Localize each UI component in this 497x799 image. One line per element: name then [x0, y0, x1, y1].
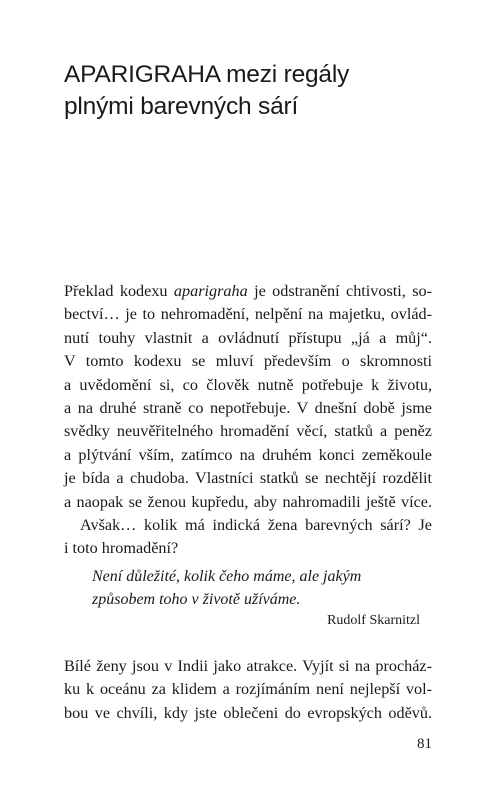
- chapter-title-line-1: APARIGRAHA mezi regály: [64, 61, 350, 88]
- paragraph-intro: [64, 280, 432, 561]
- paragraph-line: nutí touhy vlastnit a ovládnutí přístupu „já a můj“.: [64, 328, 432, 347]
- paragraph-line: V tomto kodexu se mluví především o skromnosti: [64, 352, 432, 371]
- paragraph-line: je bída a chudoba. Vlastníci statků se nechtějí rozdělit: [64, 469, 432, 488]
- chapter-title-line-2: plnými barevných sárí: [64, 93, 299, 120]
- paragraph-line: Avšak… kolik má indická žena barevných sárí? Je: [80, 516, 432, 535]
- paragraph-india: [64, 655, 432, 725]
- text-run: je odstranění chtivosti, so-: [247, 282, 432, 300]
- paragraph-line: Bílé ženy jsou v Indii jako atrakce. Vyjít si na procház-: [64, 657, 432, 675]
- quote-line: způsobem toho v životě užíváme.: [92, 591, 301, 609]
- paragraph-line: [64, 280, 432, 303]
- paragraph-line: ku k oceánu za klidem a rozjímáním není nejlepší vol-: [64, 680, 432, 699]
- paragraph-line: i toto hromadění?: [64, 539, 179, 558]
- emphasized-term: aparigraha: [173, 282, 248, 300]
- paragraph-line: a na druhé straně co nepotřebuje. V dnešní době jsme: [64, 399, 432, 418]
- quote-line: Není důležité, kolik čeho máme, ale jakým: [92, 568, 362, 585]
- paragraph-line: svědky neuvěřitelného hromadění věcí, statků a peněz: [64, 422, 432, 441]
- epigraph-quote: [92, 565, 422, 612]
- paragraph-line: bectví… je to nehromadění, nelpění na majetku, ovlád-: [64, 305, 432, 324]
- paragraph-line: a uvědomění si, co člověk nutně potřebuje k životu,: [64, 375, 432, 394]
- page-number: 81: [417, 736, 432, 752]
- paragraph-line: a plýtvání vším, zatímco na druhém konci zeměkoule: [64, 445, 432, 464]
- text-run: Překlad kodexu: [64, 282, 174, 300]
- paragraph-line: bou ve chvíli, kdy jste oblečeni do evropských oděvů.: [64, 703, 432, 722]
- chapter-title: [64, 59, 444, 123]
- quote-author: Rudolf Skarnitzl: [327, 613, 420, 628]
- paragraph-line: a naopak se ženou kupředu, aby nahromadili ještě více.: [64, 492, 432, 511]
